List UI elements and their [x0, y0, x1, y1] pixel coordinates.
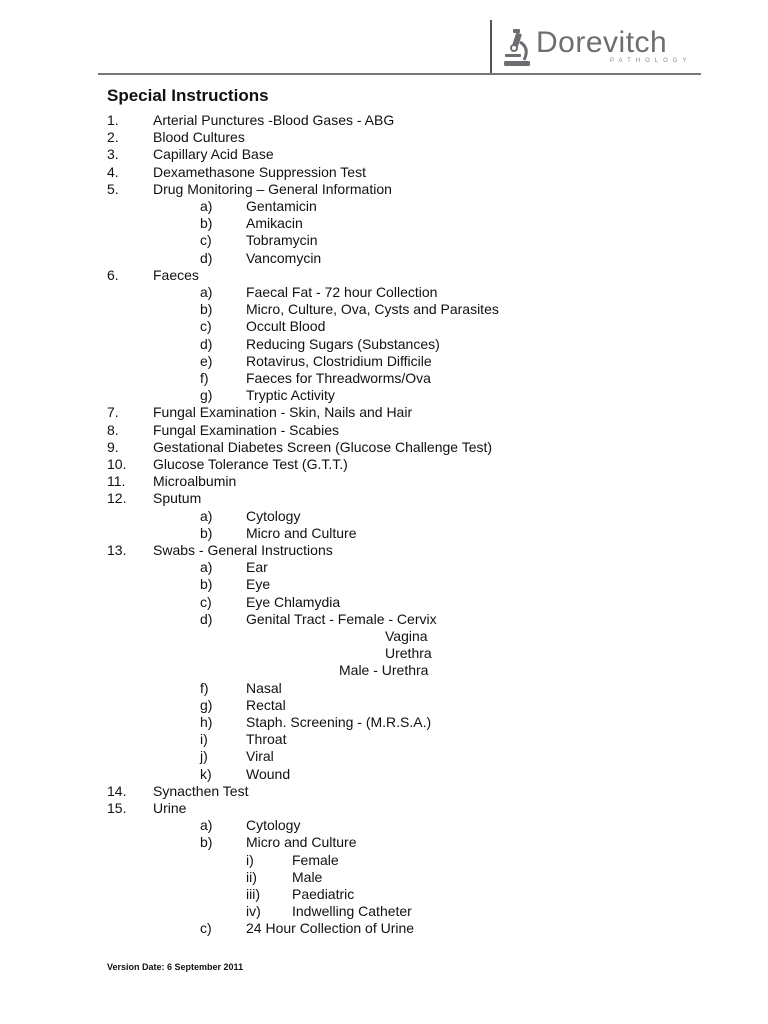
subsubitem-text: Male	[292, 868, 323, 885]
item-text: Fungal Examination - Skin, Nails and Hair	[153, 404, 413, 421]
item-text: Microalbumin	[153, 473, 237, 490]
header-vertical-rule	[490, 20, 492, 73]
item-text: Urine	[153, 800, 187, 816]
item-number: 15.	[107, 800, 127, 816]
subitem-text: Faeces for Threadworms/Ova	[246, 370, 431, 386]
subitem-letter: c)	[200, 318, 212, 335]
subitem-letter: c)	[200, 920, 212, 937]
subitem-text: Genital Tract - Female - Cervix	[246, 610, 437, 627]
subitem-text: Ear	[246, 559, 268, 576]
subitem-text: Micro, Culture, Ova, Cysts and Parasites	[246, 301, 499, 318]
subsubitem-numeral: iv)	[246, 903, 261, 920]
item-text: Gestational Diabetes Screen (Glucose Challenge Test)	[153, 438, 493, 455]
subitem-text: Reducing Sugars (Substances)	[246, 335, 440, 352]
item-number: 4.	[107, 163, 119, 180]
microscope-icon	[500, 28, 534, 68]
subitem-letter: e)	[200, 352, 213, 369]
subitem-text: Nasal	[246, 679, 282, 696]
subitem-letter: b)	[200, 576, 213, 593]
subitem-text: Viral	[246, 748, 274, 765]
subitem-letter: a)	[200, 284, 213, 300]
item-number: 12.	[107, 490, 127, 507]
item-text: Synacthen Test	[153, 782, 249, 799]
subitem-text: Eye Chlamydia	[246, 593, 341, 610]
subitem-text: Amikacin	[246, 215, 303, 232]
subitem-letter: d)	[200, 335, 213, 352]
subitem-letter: g)	[200, 696, 213, 713]
item-text: Glucose Tolerance Test (G.T.T.)	[153, 456, 348, 472]
subitem-text: Rotavirus, Clostridium Difficile	[246, 352, 432, 369]
subitem-letter: b)	[200, 215, 213, 232]
subitem-letter: a)	[200, 817, 213, 834]
subitem-text: Cytology	[246, 507, 301, 524]
version-date: Version Date: 6 September 2011	[107, 962, 244, 972]
item-number: 1.	[107, 112, 119, 128]
item-number: 2.	[107, 129, 119, 146]
item-number: 7.	[107, 404, 119, 421]
item-number: 3.	[107, 146, 119, 163]
subitem-letter: h)	[200, 714, 213, 730]
item-number: 8.	[107, 421, 119, 438]
item-text: Swabs - General Instructions	[153, 542, 333, 558]
subitem-letter: c)	[200, 232, 212, 249]
subitem-letter: a)	[200, 198, 213, 214]
subitem-continuation: Vagina	[385, 628, 428, 644]
subitem-letter: k)	[200, 765, 212, 782]
subitem-letter: d)	[200, 249, 213, 266]
subitem-continuation: Male - Urethra	[339, 662, 429, 679]
item-text: Dexamethasone Suppression Test	[153, 163, 366, 180]
item-number: 13.	[107, 542, 127, 558]
item-text: Arterial Punctures -Blood Gases - ABG	[153, 112, 395, 128]
subsubitem-text: Female	[292, 851, 339, 868]
subitem-text: Faecal Fat - 72 hour Collection	[246, 284, 438, 300]
subitem-letter: b)	[200, 834, 213, 851]
item-text: Faeces	[153, 266, 199, 283]
subitem-letter: b)	[200, 301, 213, 318]
subitem-text: Wound	[246, 765, 291, 782]
subitem-text: Occult Blood	[246, 318, 326, 335]
subitem-continuation: Urethra	[385, 645, 432, 662]
logo-name: Dorevitch	[536, 26, 668, 59]
subsubitem-text: Indwelling Catheter	[292, 903, 412, 920]
subsubitem-text: Paediatric	[292, 886, 355, 902]
subitem-text: 24 Hour Collection of Urine	[246, 920, 415, 937]
item-text: Capillary Acid Base	[153, 146, 274, 163]
subsubitem-numeral: ii)	[246, 868, 257, 885]
item-text: Blood Cultures	[153, 129, 245, 146]
subitem-letter: i)	[200, 731, 208, 748]
subitem-letter: d)	[200, 610, 213, 627]
page-title: Special Instructions	[107, 86, 269, 105]
logo-subtitle: PATHOLOGY	[610, 58, 692, 64]
subitem-letter: f)	[200, 679, 209, 696]
subitem-text: Micro and Culture	[246, 524, 357, 541]
subitem-text: Throat	[246, 731, 287, 748]
subitem-letter: f)	[200, 370, 209, 386]
item-number: 11.	[107, 473, 126, 490]
subitem-letter: c)	[200, 593, 212, 610]
subitem-text: Cytology	[246, 817, 301, 834]
subitem-text: Tobramycin	[246, 232, 318, 249]
item-text: Drug Monitoring – General Information	[153, 180, 392, 197]
item-number: 14.	[107, 782, 127, 799]
subitem-text: Eye	[246, 576, 271, 593]
subitem-letter: a)	[200, 507, 213, 524]
item-number: 6.	[107, 266, 119, 283]
item-number: 10.	[107, 456, 127, 472]
subsubitem-numeral: i)	[246, 851, 254, 868]
subitem-letter: g)	[200, 387, 213, 404]
item-number: 5.	[107, 180, 119, 197]
item-text: Fungal Examination - Scabies	[153, 421, 339, 438]
subitem-text: Micro and Culture	[246, 834, 357, 851]
subitem-text: Staph. Screening - (M.R.S.A.)	[246, 714, 432, 730]
subsubitem-numeral: iii)	[246, 886, 260, 902]
subitem-letter: j)	[200, 748, 208, 765]
subitem-letter: a)	[200, 559, 213, 576]
item-text: Sputum	[153, 490, 202, 507]
subitem-letter: b)	[200, 524, 213, 541]
subitem-text: Gentamicin	[246, 198, 317, 214]
item-number: 9.	[107, 438, 119, 455]
subitem-text: Rectal	[246, 696, 286, 713]
subitem-text: Vancomycin	[246, 249, 322, 266]
subitem-text: Tryptic Activity	[246, 387, 335, 404]
header-horizontal-rule	[98, 73, 701, 75]
